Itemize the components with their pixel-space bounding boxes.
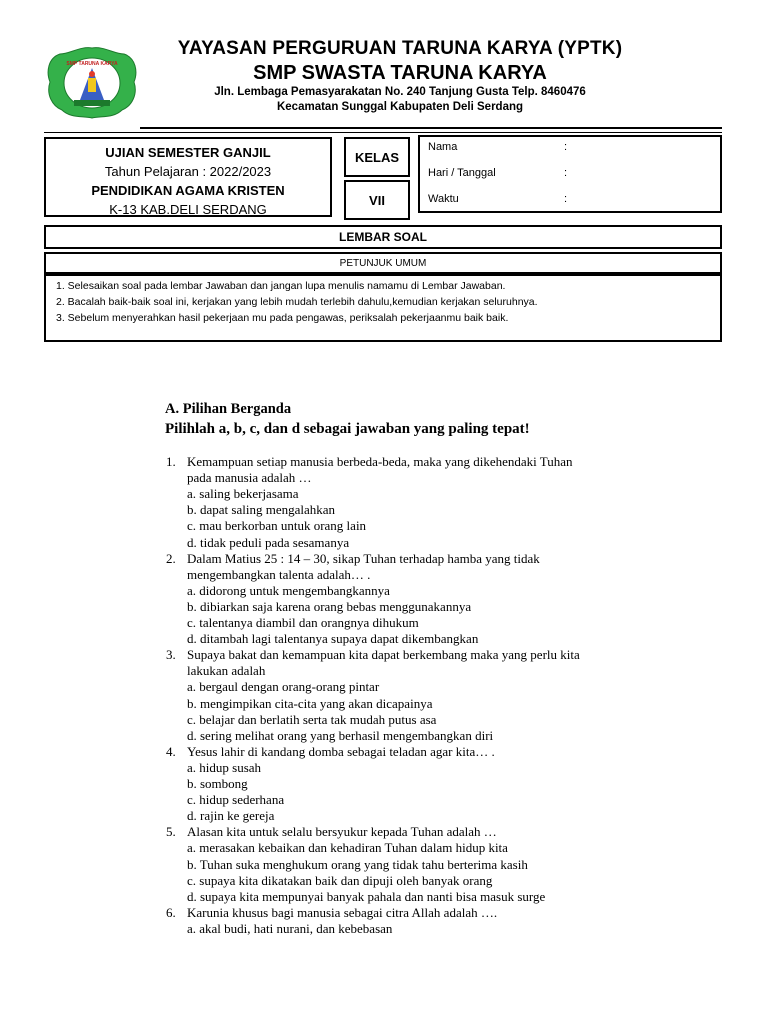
instruction-item: 2. Bacalah baik-baik soal ini, kerjakan yang lebih mudah terlebih dahulu,kemudian kerjakan seluruhnya. (56, 296, 538, 308)
name-colon: : (564, 141, 568, 153)
question-text: Dalam Matius 25 : 14 – 30, sikap Tuhan terhadap hamba yang tidak (187, 550, 540, 566)
sheet-title: LEMBAR SOAL (44, 225, 722, 249)
instruction-item: 1. Selesaikan soal pada lembar Jawaban dan jangan lupa menulis namamu di Lembar Jawaban. (56, 280, 506, 292)
answer-option: a. hidup susah (187, 759, 262, 775)
school-address: Jln. Lembaga Pemasyarakatan No. 240 Tanjung Gusta Telp. 8460476 (214, 86, 586, 98)
answer-option: c. hidup sederhana (187, 792, 285, 808)
answer-option: c. supaya kita dikatakan baik dan dipuji oleh banyak orang (187, 872, 493, 888)
general-instructions-title: PETUNJUK UMUM (44, 252, 722, 274)
answer-option: b. Tuhan suka menghukum orang yang tidak tahu berterima kasih (187, 856, 528, 872)
question-text: mengembangkan talenta adalah… . (187, 566, 371, 582)
answer-option: b. mengimpikan cita-cita yang akan dicapainya (187, 695, 433, 711)
question-text: lakukan adalah (187, 663, 266, 679)
answer-option: c. talentanya diambil dan orangnya dihukum (187, 615, 419, 630)
question-text: Supaya bakat dan kemampuan kita dapat berkembang maka yang perlu kita (187, 647, 580, 663)
question-number: 5. (166, 824, 176, 840)
question-text: Alasan kita untuk selalu bersyukur kepada Tuhan adalah … (187, 824, 497, 840)
exam-curriculum: K-13 KAB.DELI SERDANG (109, 202, 267, 217)
student-identity-box (418, 135, 722, 213)
foundation-name: YAYASAN PERGURUAN TARUNA KARYA (YPTK) (177, 38, 623, 59)
exam-name: UJIAN SEMESTER GANJIL (105, 145, 271, 160)
question-number: 1. (166, 454, 176, 469)
class-label: KELAS (344, 137, 410, 177)
time-label: Waktu (428, 193, 459, 205)
question-number: 6. (166, 904, 176, 920)
answer-option: a. bergaul dengan orang-orang pintar (187, 679, 380, 695)
answer-option: c. belajar dan berlatih serta tak mudah putus asa (187, 711, 437, 727)
answer-option: b. sombong (187, 776, 248, 791)
question-number: 2. (166, 550, 176, 566)
answer-option: d. rajin ke gereja (187, 808, 275, 824)
exam-info-box (44, 137, 332, 217)
exam-subject: PENDIDIKAN AGAMA KRISTEN (91, 183, 285, 198)
answer-option: a. akal budi, hati nurani, dan kebebasan (187, 920, 393, 936)
header-rule (140, 127, 722, 129)
answer-option: a. saling bekerjasama (187, 486, 299, 502)
question-text: pada manusia adalah … (187, 470, 312, 486)
answer-option: c. mau berkorban untuk orang lain (187, 518, 367, 534)
answer-option: d. ditambah lagi talentanya supaya dapat dikembangkan (187, 631, 479, 647)
instruction-item: 3. Sebelum menyerahkan hasil pekerjaan mu pada pengawas, periksalah pekerjaanmu baik baik. (56, 312, 509, 324)
question-number: 4. (166, 743, 176, 759)
question-number: 3. (166, 647, 176, 663)
school-district: Kecamatan Sunggal Kabupaten Deli Serdang (276, 101, 524, 113)
logo-text: SMP TARUNA KARYA (66, 61, 118, 67)
question-text: Kemampuan setiap manusia berbeda-beda, maka yang dikehendaki Tuhan (187, 454, 573, 469)
date-label: Hari / Tanggal (428, 167, 496, 179)
time-colon: : (564, 193, 568, 205)
answer-option: a. didorong untuk mengembangkannya (187, 582, 390, 598)
name-label: Nama (428, 141, 458, 153)
question-text: Karunia khusus bagi manusia sebagai citra Allah adalah …. (187, 904, 498, 920)
class-value: VII (344, 180, 410, 220)
general-instructions (44, 274, 722, 342)
header-rule-thin (44, 132, 722, 133)
answer-option: a. merasakan kebaikan dan kehadiran Tuhan dalam hidup kita (187, 840, 508, 856)
question-text: Yesus lahir di kandang domba sebagai teladan agar kita… . (187, 743, 495, 759)
date-colon: : (564, 167, 568, 179)
answer-option: d. tidak peduli pada sesamanya (187, 534, 350, 550)
answer-option: d. sering melihat orang yang berhasil mengembangkan diri (187, 727, 494, 743)
section-title: A. Pilihan Berganda (165, 401, 292, 417)
answer-option: b. dapat saling mengalahkan (187, 502, 336, 518)
school-name: SMP SWASTA TARUNA KARYA (253, 62, 547, 84)
section-instruction: Pilihlah a, b, c, dan d sebagai jawaban yang paling tepat! (165, 421, 530, 437)
answer-option: b. dibiarkan saja karena orang bebas menggunakannya (187, 598, 472, 614)
answer-option: d. supaya kita mempunyai banyak pahala dan nanti bisa masuk surge (187, 888, 546, 904)
exam-year: Tahun Pelajaran : 2022/2023 (104, 164, 272, 179)
